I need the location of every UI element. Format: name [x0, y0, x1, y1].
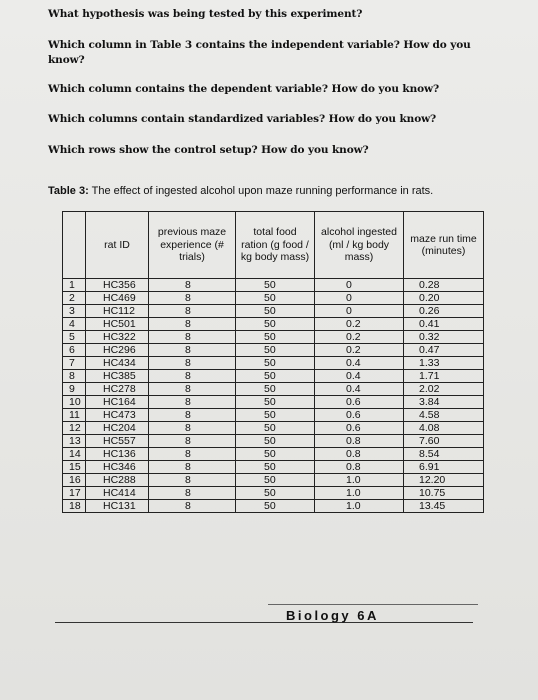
cell-rat-id: HC204	[86, 422, 149, 435]
cell-previous-experience: 8	[149, 422, 236, 435]
cell-maze-run-time: 8.54	[404, 448, 484, 461]
cell-row-number: 11	[63, 409, 86, 422]
cell-food-ration: 50	[236, 487, 315, 500]
cell-previous-experience: 8	[149, 331, 236, 344]
cell-previous-experience: 8	[149, 500, 236, 513]
cell-maze-run-time: 7.60	[404, 435, 484, 448]
cell-previous-experience: 8	[149, 305, 236, 318]
footer-course-label: Biology 6A	[286, 608, 379, 623]
cell-food-ration: 50	[236, 305, 315, 318]
cell-food-ration: 50	[236, 357, 315, 370]
cell-food-ration: 50	[236, 409, 315, 422]
cell-maze-run-time: 0.47	[404, 344, 484, 357]
cell-row-number: 17	[63, 487, 86, 500]
cell-row-number: 5	[63, 331, 86, 344]
cell-row-number: 14	[63, 448, 86, 461]
cell-previous-experience: 8	[149, 435, 236, 448]
table-row	[63, 357, 484, 370]
cell-alcohol-ingested: 1.0	[315, 500, 404, 513]
cell-food-ration: 50	[236, 279, 315, 292]
cell-food-ration: 50	[236, 396, 315, 409]
cell-maze-run-time: 0.41	[404, 318, 484, 331]
table-row	[63, 396, 484, 409]
cell-previous-experience: 8	[149, 383, 236, 396]
cell-alcohol-ingested: 0.8	[315, 435, 404, 448]
cell-maze-run-time: 0.20	[404, 292, 484, 305]
header-alcohol-ingested: alcohol ingested (ml / kg body mass)	[315, 212, 404, 279]
table-row	[63, 383, 484, 396]
cell-rat-id: HC322	[86, 331, 149, 344]
table-body	[63, 279, 484, 513]
table-row	[63, 409, 484, 422]
question-2: Which column in Table 3 contains the independent variable? How do you know?	[48, 39, 471, 66]
cell-rat-id: HC296	[86, 344, 149, 357]
cell-previous-experience: 8	[149, 370, 236, 383]
cell-alcohol-ingested: 0.2	[315, 331, 404, 344]
cell-rat-id: HC278	[86, 383, 149, 396]
header-row-number	[63, 212, 86, 279]
cell-previous-experience: 8	[149, 292, 236, 305]
header-maze-run-time: maze run time (minutes)	[404, 212, 484, 279]
table-caption-label: Table 3:	[48, 185, 89, 197]
cell-rat-id: HC112	[86, 305, 149, 318]
table-row	[63, 448, 484, 461]
divider-short	[268, 604, 478, 605]
cell-alcohol-ingested: 1.0	[315, 474, 404, 487]
cell-food-ration: 50	[236, 344, 315, 357]
divider-line	[55, 622, 473, 623]
table-row	[63, 500, 484, 513]
cell-row-number: 13	[63, 435, 86, 448]
cell-row-number: 4	[63, 318, 86, 331]
cell-food-ration: 50	[236, 500, 315, 513]
cell-food-ration: 50	[236, 435, 315, 448]
header-rat-id: rat ID	[86, 212, 149, 279]
cell-alcohol-ingested: 0.4	[315, 383, 404, 396]
cell-previous-experience: 8	[149, 318, 236, 331]
cell-row-number: 15	[63, 461, 86, 474]
cell-maze-run-time: 0.26	[404, 305, 484, 318]
cell-rat-id: HC434	[86, 357, 149, 370]
cell-rat-id: HC164	[86, 396, 149, 409]
table-header-row	[63, 212, 484, 279]
table-row	[63, 487, 484, 500]
cell-previous-experience: 8	[149, 487, 236, 500]
table-row	[63, 305, 484, 318]
cell-alcohol-ingested: 0	[315, 292, 404, 305]
cell-alcohol-ingested: 0	[315, 305, 404, 318]
cell-food-ration: 50	[236, 331, 315, 344]
cell-food-ration: 50	[236, 370, 315, 383]
cell-maze-run-time: 13.45	[404, 500, 484, 513]
table-row	[63, 279, 484, 292]
cell-row-number: 2	[63, 292, 86, 305]
cell-alcohol-ingested: 0	[315, 279, 404, 292]
cell-rat-id: HC131	[86, 500, 149, 513]
cell-rat-id: HC557	[86, 435, 149, 448]
cell-food-ration: 50	[236, 422, 315, 435]
cell-food-ration: 50	[236, 448, 315, 461]
cell-alcohol-ingested: 0.6	[315, 396, 404, 409]
table-caption	[48, 185, 433, 197]
cell-alcohol-ingested: 0.6	[315, 409, 404, 422]
question-4: Which columns contain standardized variables? How do you know?	[48, 113, 437, 125]
cell-food-ration: 50	[236, 292, 315, 305]
cell-rat-id: HC356	[86, 279, 149, 292]
cell-maze-run-time: 6.91	[404, 461, 484, 474]
cell-maze-run-time: 4.58	[404, 409, 484, 422]
cell-row-number: 6	[63, 344, 86, 357]
question-3: Which column contains the dependent variable? How do you know?	[48, 83, 440, 95]
cell-maze-run-time: 10.75	[404, 487, 484, 500]
table-row	[63, 370, 484, 383]
cell-maze-run-time: 0.32	[404, 331, 484, 344]
cell-maze-run-time: 1.33	[404, 357, 484, 370]
cell-row-number: 12	[63, 422, 86, 435]
cell-rat-id: HC346	[86, 461, 149, 474]
cell-previous-experience: 8	[149, 279, 236, 292]
table-row	[63, 292, 484, 305]
cell-previous-experience: 8	[149, 344, 236, 357]
cell-alcohol-ingested: 0.8	[315, 461, 404, 474]
cell-food-ration: 50	[236, 318, 315, 331]
question-5: Which rows show the control setup? How do you know?	[48, 144, 369, 156]
cell-food-ration: 50	[236, 474, 315, 487]
cell-row-number: 16	[63, 474, 86, 487]
cell-maze-run-time: 1.71	[404, 370, 484, 383]
cell-rat-id: HC288	[86, 474, 149, 487]
data-table	[62, 211, 484, 513]
cell-previous-experience: 8	[149, 448, 236, 461]
cell-previous-experience: 8	[149, 357, 236, 370]
cell-alcohol-ingested: 0.2	[315, 318, 404, 331]
cell-alcohol-ingested: 0.4	[315, 370, 404, 383]
cell-rat-id: HC136	[86, 448, 149, 461]
cell-food-ration: 50	[236, 383, 315, 396]
cell-alcohol-ingested: 1.0	[315, 487, 404, 500]
cell-alcohol-ingested: 0.8	[315, 448, 404, 461]
cell-previous-experience: 8	[149, 474, 236, 487]
cell-maze-run-time: 4.08	[404, 422, 484, 435]
cell-previous-experience: 8	[149, 409, 236, 422]
question-1: What hypothesis was being tested by this experiment?	[48, 8, 363, 20]
table-row	[63, 318, 484, 331]
header-food-ration: total food ration (g food / kg body mass)	[236, 212, 315, 279]
cell-row-number: 9	[63, 383, 86, 396]
cell-previous-experience: 8	[149, 396, 236, 409]
cell-row-number: 18	[63, 500, 86, 513]
cell-row-number: 3	[63, 305, 86, 318]
cell-maze-run-time: 0.28	[404, 279, 484, 292]
table-row	[63, 344, 484, 357]
cell-alcohol-ingested: 0.6	[315, 422, 404, 435]
cell-rat-id: HC473	[86, 409, 149, 422]
table-row	[63, 435, 484, 448]
table-caption-text: The effect of ingested alcohol upon maze running performance in rats.	[88, 185, 434, 197]
cell-maze-run-time: 3.84	[404, 396, 484, 409]
cell-alcohol-ingested: 0.4	[315, 357, 404, 370]
table-row	[63, 474, 484, 487]
cell-rat-id: HC385	[86, 370, 149, 383]
cell-row-number: 8	[63, 370, 86, 383]
cell-rat-id: HC414	[86, 487, 149, 500]
cell-food-ration: 50	[236, 461, 315, 474]
cell-maze-run-time: 2.02	[404, 383, 484, 396]
cell-row-number: 10	[63, 396, 86, 409]
header-previous-experience: previous maze experience (# trials)	[149, 212, 236, 279]
table-row	[63, 461, 484, 474]
table-row	[63, 331, 484, 344]
cell-row-number: 1	[63, 279, 86, 292]
cell-rat-id: HC469	[86, 292, 149, 305]
cell-maze-run-time: 12.20	[404, 474, 484, 487]
cell-alcohol-ingested: 0.2	[315, 344, 404, 357]
cell-row-number: 7	[63, 357, 86, 370]
cell-rat-id: HC501	[86, 318, 149, 331]
table-row	[63, 422, 484, 435]
cell-previous-experience: 8	[149, 461, 236, 474]
